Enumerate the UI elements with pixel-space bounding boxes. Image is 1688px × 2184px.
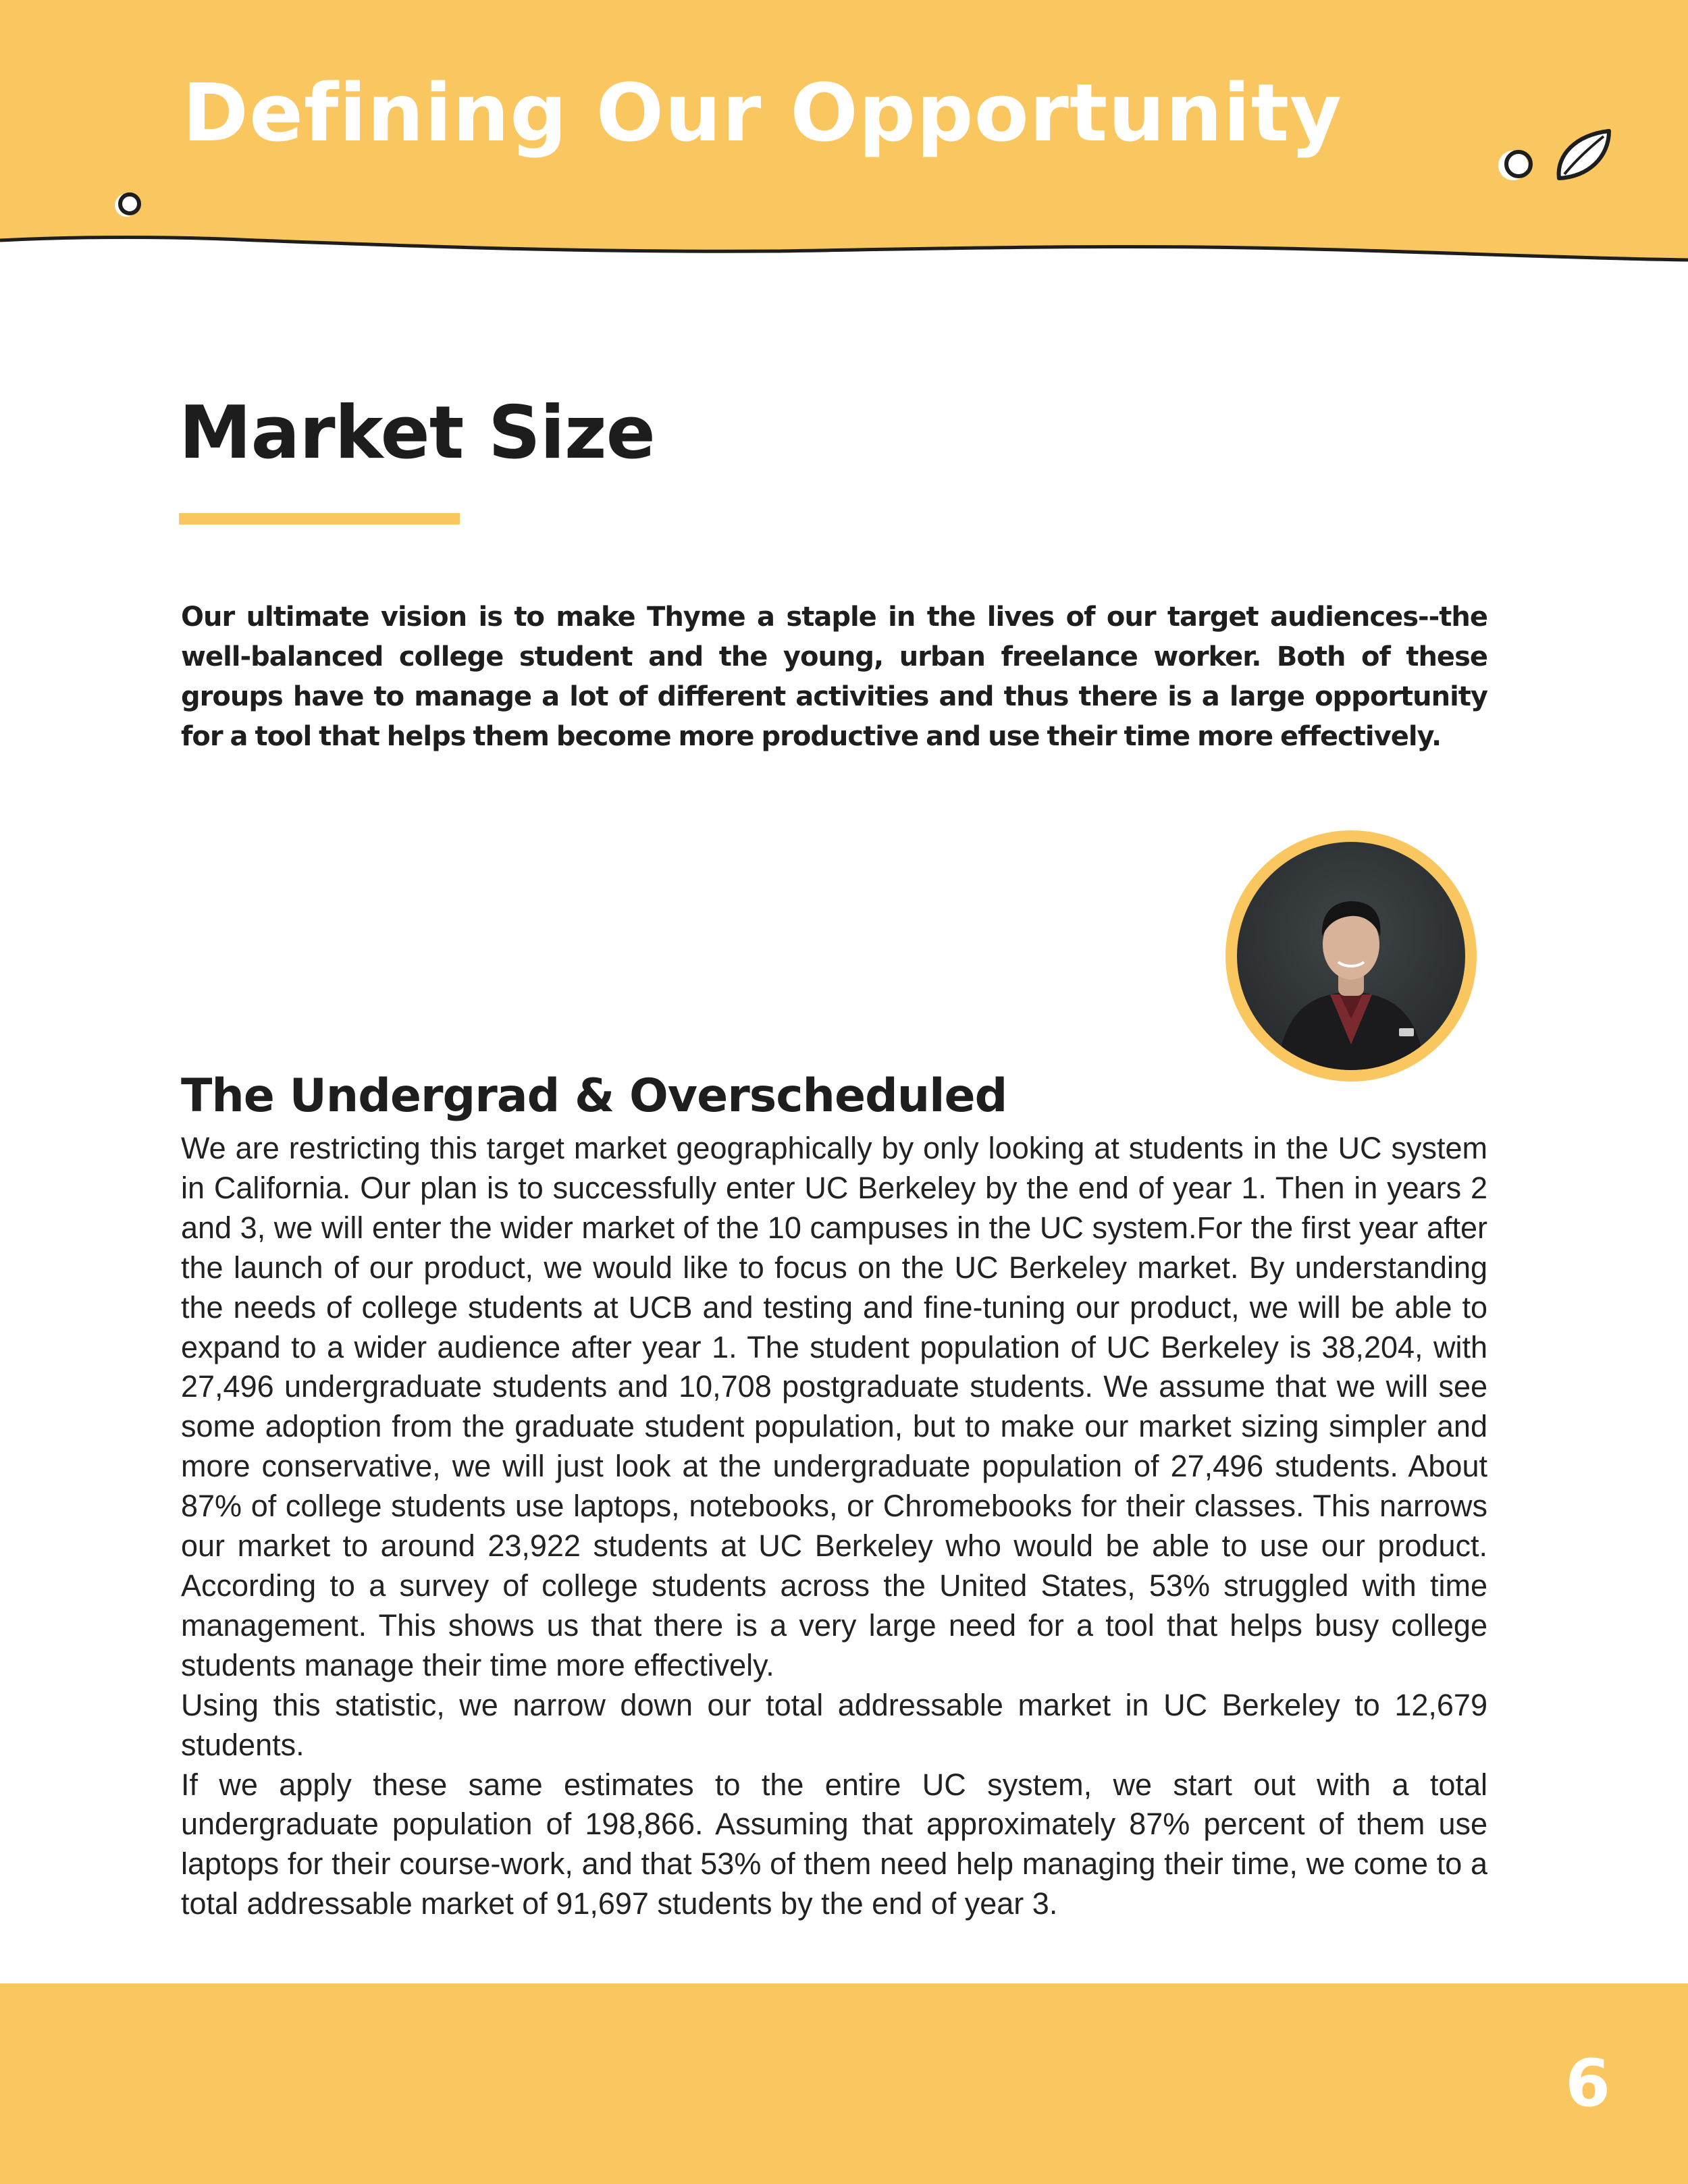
body-paragraph: We are restricting this target market geographically by only looking at students in the UC system in California. Our plan is to successfully enter UC Berkeley by the end of year 1. Then in years 2 and 3, we will enter the wider market of the 10 campuses in the UC system.For the first year after the launch of our product, we would like to focus on the UC Berkeley market. By understanding the needs of college students at UCB and testing and fine-tuning our product, we will be able to expand to a wider audience after year 1. The student population of UC Berkeley is 38,204, with 27,496 undergraduate students and 10,708 postgraduate students. We assume that we will see some adoption from the graduate student population, but to make our market sizing simpler and more conservative, we will just look at the undergraduate population of 27,496 students. About 87% of college students use laptops, notebooks, or Chromebooks for their classes. This narrows our market to around 23,922 students at UC Berkeley who would be able to use our product. According to a survey of college students across the United States, 53% struggled with time management. This shows us that there is a very large need for a tool that helps busy college students manage their time more effectively. xyxy=(181,1131,1487,1682)
circle-and-leaf-decoration-icon xyxy=(1489,128,1624,189)
body-text xyxy=(181,1129,1487,1924)
body-paragraph: If we apply these same estimates to the entire UC system, we start out with a total undergraduate population of 198,866. Assuming that approximately 87% percent of them use laptops for their course-work, and that 53% of them need help managing their time, we come to a total addressable market of 91,697 students by the end of year 3. xyxy=(181,1767,1487,1921)
footer-band xyxy=(0,1983,1688,2184)
avatar xyxy=(1237,842,1465,1070)
page-number: 6 xyxy=(1565,2046,1610,2121)
body-paragraph: Using this statistic, we narrow down our total addressable market in UC Berkeley to 12,679 students. xyxy=(181,1687,1487,1762)
circle-decoration-icon xyxy=(111,189,145,223)
avatar-frame xyxy=(1225,830,1477,1082)
section-heading: Market Size xyxy=(179,391,655,475)
page-title: Defining Our Opportunity xyxy=(182,66,1343,159)
heading-underline xyxy=(179,513,460,525)
subheading: The Undergrad & Overscheduled xyxy=(181,1069,1007,1123)
intro-paragraph: Our ultimate vision is to make Thyme a staple in the lives of our target audiences--the well-balanced college student and the young, urban freelance worker. Both of these groups have to manage a lot of different activities and thus there is a large opportunity for a tool that helps them become more productive and use their time more effectively. xyxy=(181,602,1487,752)
